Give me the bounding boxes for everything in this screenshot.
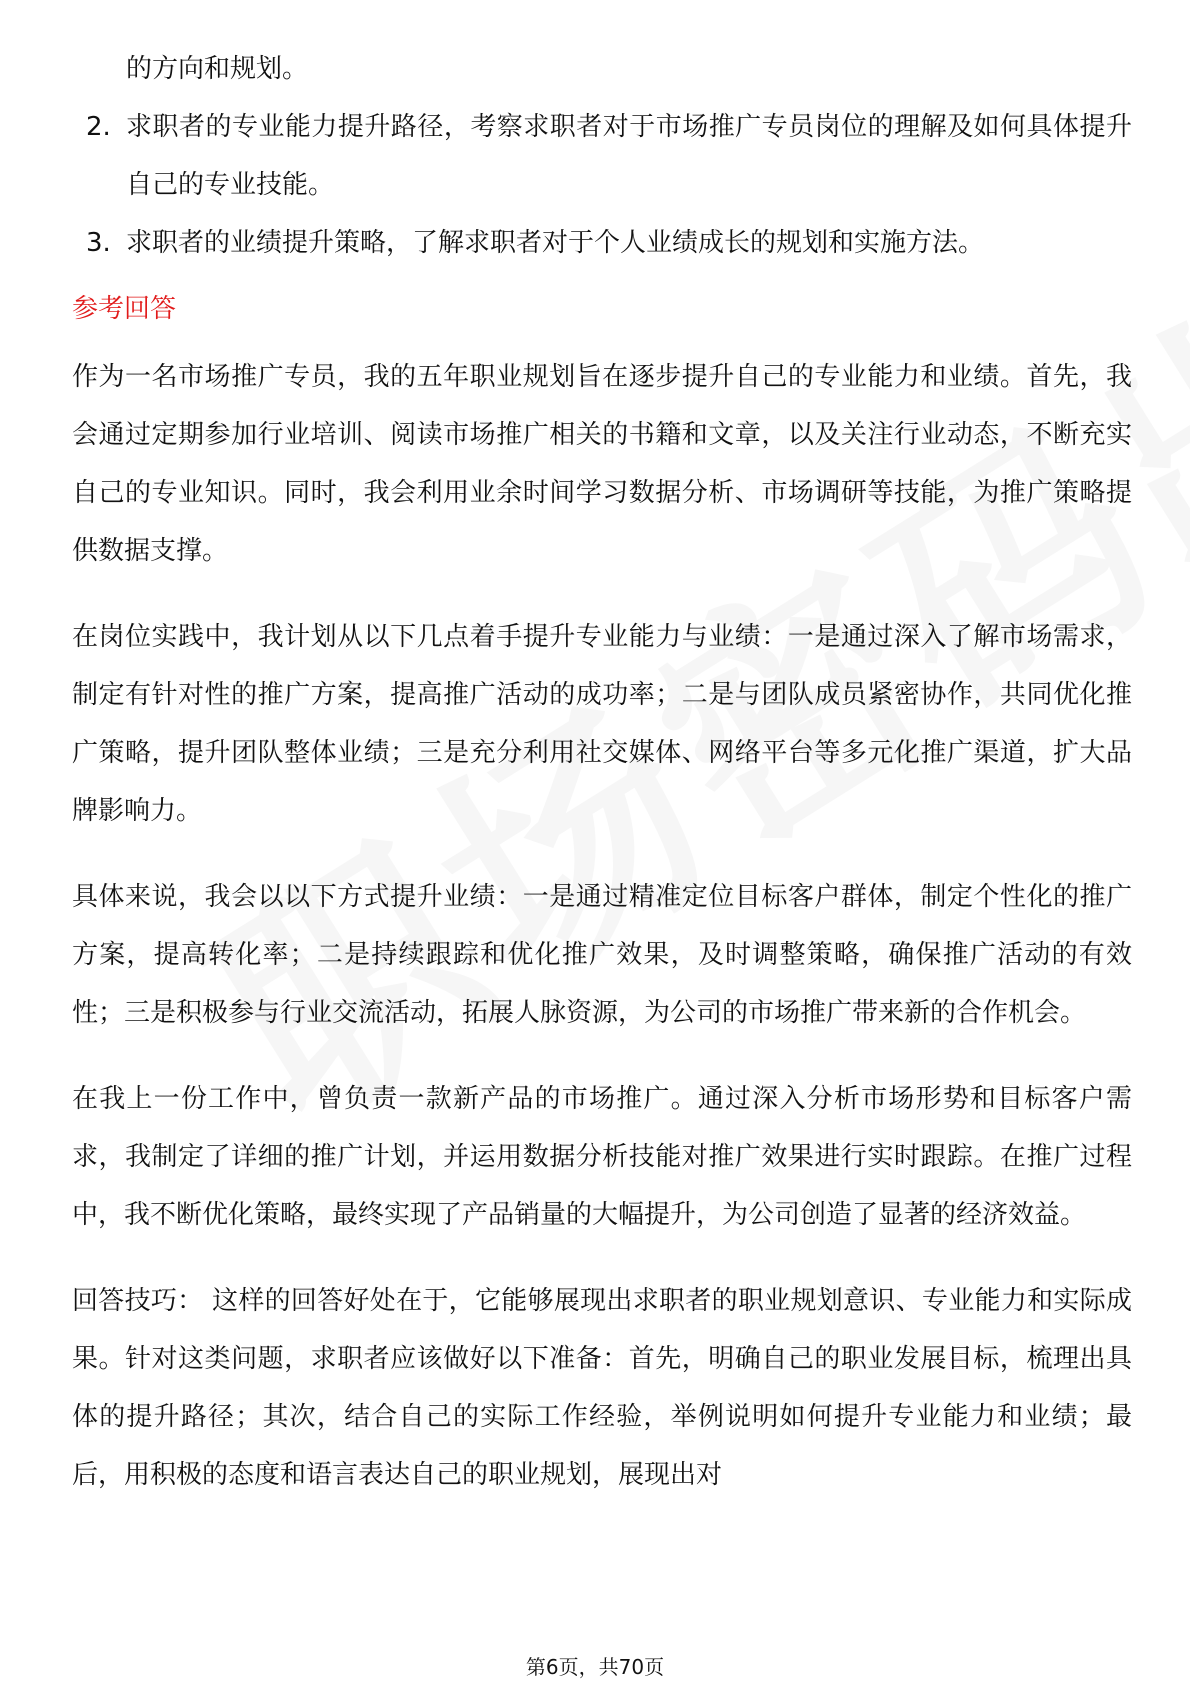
answer-paragraph: 具体来说，我会以以下方式提升业绩：一是通过精准定位目标客户群体，制定个性化的推广方案，提高转化率；二是持续跟踪和优化推广效果，及时调整策略，确保推广活动的有效性；三是积极参与行业交流活动，拓展人脉资源，为公司的市场推广带来新的合作机会。 <box>72 882 1132 1028</box>
list-item-number: 2. <box>86 112 111 142</box>
paragraph-spacer <box>72 840 1132 868</box>
answer-paragraph: 在岗位实践中，我计划从以下几点着手提升专业能力与业绩：一是通过深入了解市场需求，制定有针对性的推广方案，提高推广活动的成功率；二是与团队成员紧密协作，共同优化推广策略，提升团队整体业绩；三是充分利用社交媒体、网络平台等多元化推广渠道，扩大品牌影响力。 <box>72 622 1132 826</box>
section-heading: 参考回答 <box>72 294 177 324</box>
answer-paragraph: 作为一名市场推广专员，我的五年职业规划旨在逐步提升自己的专业能力和业绩。首先，我会通过定期参加行业培训、阅读市场推广相关的书籍和文章，以及关注行业动态，不断充实自己的专业知识。同时，我会利用业余时间学习数据分析、市场调研等技能，为推广策略提供数据支撑。 <box>72 362 1132 566</box>
paragraph-spacer <box>72 1042 1132 1070</box>
page-number: 第6页，共70页 <box>525 1655 665 1679</box>
paragraph-spacer <box>72 1244 1132 1272</box>
list-item-text: 求职者的业绩提升策略，了解求职者对于个人业绩成长的规划和实施方法。 <box>126 228 985 258</box>
paragraph-spacer <box>72 580 1132 608</box>
list-item-text: 求职者的专业能力提升路径，考察求职者对于市场推广专员岗位的理解及如何具体提升自己的专业技能。 <box>126 112 1132 200</box>
answer-paragraph: 在我上一份工作中，曾负责一款新产品的市场推广。通过深入分析市场形势和目标客户需求，我制定了详细的推广计划，并运用数据分析技能对推广效果进行实时跟踪。在推广过程中，我不断优化策略，最终实现了产品销量的大幅提升，为公司创造了显著的经济效益。 <box>72 1084 1132 1230</box>
answer-tips-paragraph: 回答技巧： 这样的回答好处在于，它能够展现出求职者的职业规划意识、专业能力和实际成果。针对这类问题，求职者应该做好以下准备：首先，明确自己的职业发展目标，梳理出具体的提升路径；其次，结合自己的实际工作经验，举例说明如何提升专业能力和业绩；最后，用积极的态度和语言表达自己的职业规划，展现出对 <box>72 1286 1132 1490</box>
page-content <box>72 40 1132 1504</box>
list-item <box>72 98 1132 214</box>
list-item-continuation: 的方向和规划。 <box>126 54 309 84</box>
list-item-number: 3. <box>86 228 111 258</box>
list-item <box>72 214 1132 272</box>
question-points-list <box>72 98 1132 272</box>
